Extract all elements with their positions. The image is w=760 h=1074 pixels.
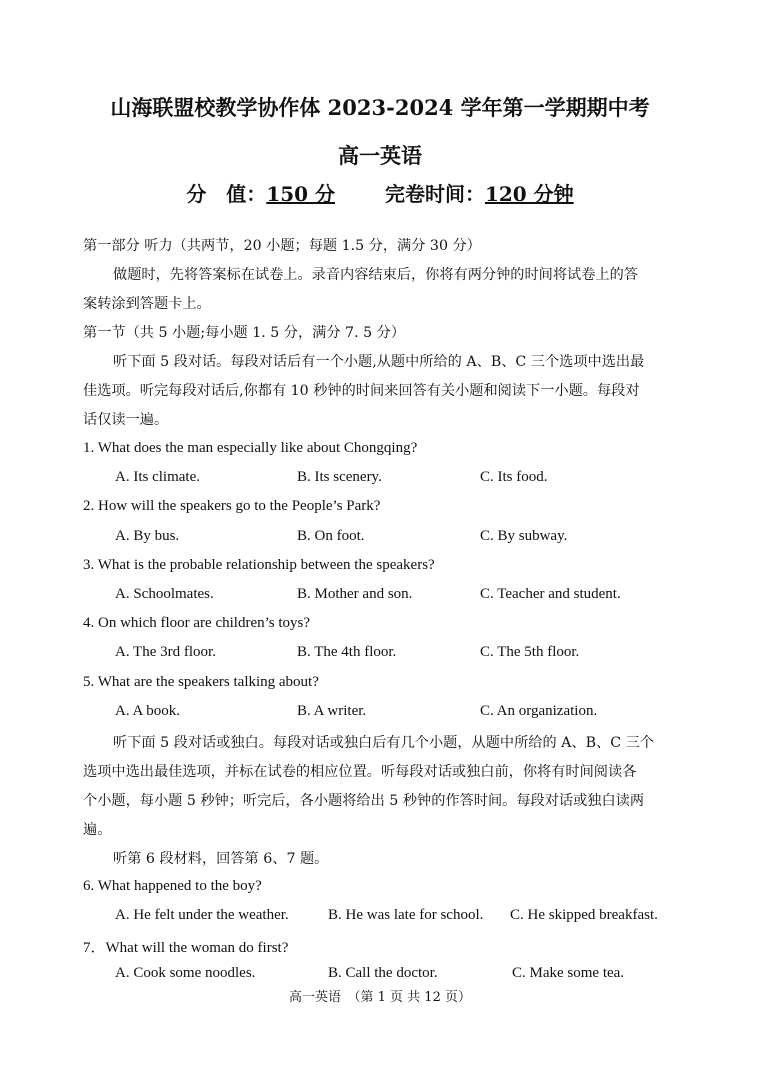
option-a: A. A book. bbox=[115, 703, 181, 719]
option-b: B. Its scenery. bbox=[297, 469, 382, 485]
page-footer: 高一英语 （第 1 页 共 12 页） bbox=[289, 990, 471, 1005]
option-c: C. An organization. bbox=[480, 703, 598, 719]
option-b: B. Call the doctor. bbox=[328, 965, 438, 981]
option-b: B. On foot. bbox=[297, 528, 365, 544]
option-a: A. The 3rd floor. bbox=[115, 644, 216, 660]
score-time-line bbox=[0, 178, 760, 207]
option-b: B. A writer. bbox=[297, 703, 367, 719]
option-c: C. The 5th floor. bbox=[480, 644, 580, 660]
option-a: A. Schoolmates. bbox=[115, 586, 214, 602]
option-c: C. He skipped breakfast. bbox=[510, 907, 658, 923]
option-b: B. The 4th floor. bbox=[297, 644, 397, 660]
question-stem: 4. On which floor are children’s toys? bbox=[83, 615, 311, 631]
time-value: 120 分钟 bbox=[484, 182, 574, 206]
option-c: C. Teacher and student. bbox=[480, 586, 621, 602]
instruction-text: 选项中选出最佳选项，并标在试卷的相应位置。听每段对话或独白前，你将有时间阅读各 bbox=[83, 764, 637, 780]
option-c: C. Make some tea. bbox=[512, 965, 625, 981]
instruction-text: 话仅读一遍。 bbox=[83, 412, 169, 428]
question-stem: 2. How will the speakers go to the People’s Park? bbox=[83, 498, 381, 514]
score-label: 分 值： bbox=[186, 182, 267, 206]
instruction-text: 遍。 bbox=[83, 822, 112, 838]
score-value: 150 分 bbox=[266, 182, 336, 206]
instruction-text: 佳选项。听完每段对话后,你都有 10 秒钟的时间来回答有关小题和阅读下一小题。每段对 bbox=[83, 383, 640, 399]
subject-title: 高一英语 bbox=[338, 143, 422, 168]
section-heading: 第一部分 听力（共两节，20 小题；每题 1.5 分，满分 30 分） bbox=[83, 238, 481, 254]
option-a: A. By bus. bbox=[115, 528, 180, 544]
option-a: A. He felt under the weather. bbox=[115, 907, 289, 923]
question-stem: 1. What does the man especially like about Chongqing? bbox=[83, 440, 418, 456]
instruction-text: 听下面 5 段对话。每段对话后有一个小题,从题中所给的 A、B、C 三个选项中选出最 bbox=[113, 354, 645, 370]
question-stem: 3. What is the probable relationship between the speakers? bbox=[83, 557, 435, 573]
exam-title: 山海联盟校教学协作体 2023-2024 学年第一学期期中考 bbox=[110, 95, 650, 120]
option-a: A. Its climate. bbox=[115, 469, 200, 485]
option-a: A. Cook some noodles. bbox=[115, 965, 256, 981]
instruction-text: 个小题，每小题 5 秒钟；听完后，各小题将给出 5 秒钟的作答时间。每段对话或独白读两 bbox=[83, 793, 645, 809]
option-c: C. Its food. bbox=[480, 469, 548, 485]
option-b: B. Mother and son. bbox=[297, 586, 413, 602]
question-stem: 5. What are the speakers talking about? bbox=[83, 674, 319, 690]
instruction-text: 听下面 5 段对话或独白。每段对话或独白后有几个小题，从题中所给的 A、B、C 三个 bbox=[113, 735, 654, 751]
time-label: 完卷时间： bbox=[384, 182, 485, 206]
question-stem: 7．What will the woman do first? bbox=[83, 940, 289, 956]
part-heading: 第一节（共 5 小题;每小题 1. 5 分，满分 7. 5 分） bbox=[83, 325, 406, 341]
instruction-text: 案转涂到答题卡上。 bbox=[83, 296, 211, 312]
option-c: C. By subway. bbox=[480, 528, 568, 544]
option-b: B. He was late for school. bbox=[328, 907, 484, 923]
instruction-text: 做题时，先将答案标在试卷上。录音内容结束后，你将有两分钟的时间将试卷上的答 bbox=[113, 267, 638, 283]
question-stem: 6. What happened to the boy? bbox=[83, 878, 262, 894]
material-heading: 听第 6 段材料，回答第 6、7 题。 bbox=[113, 851, 329, 867]
